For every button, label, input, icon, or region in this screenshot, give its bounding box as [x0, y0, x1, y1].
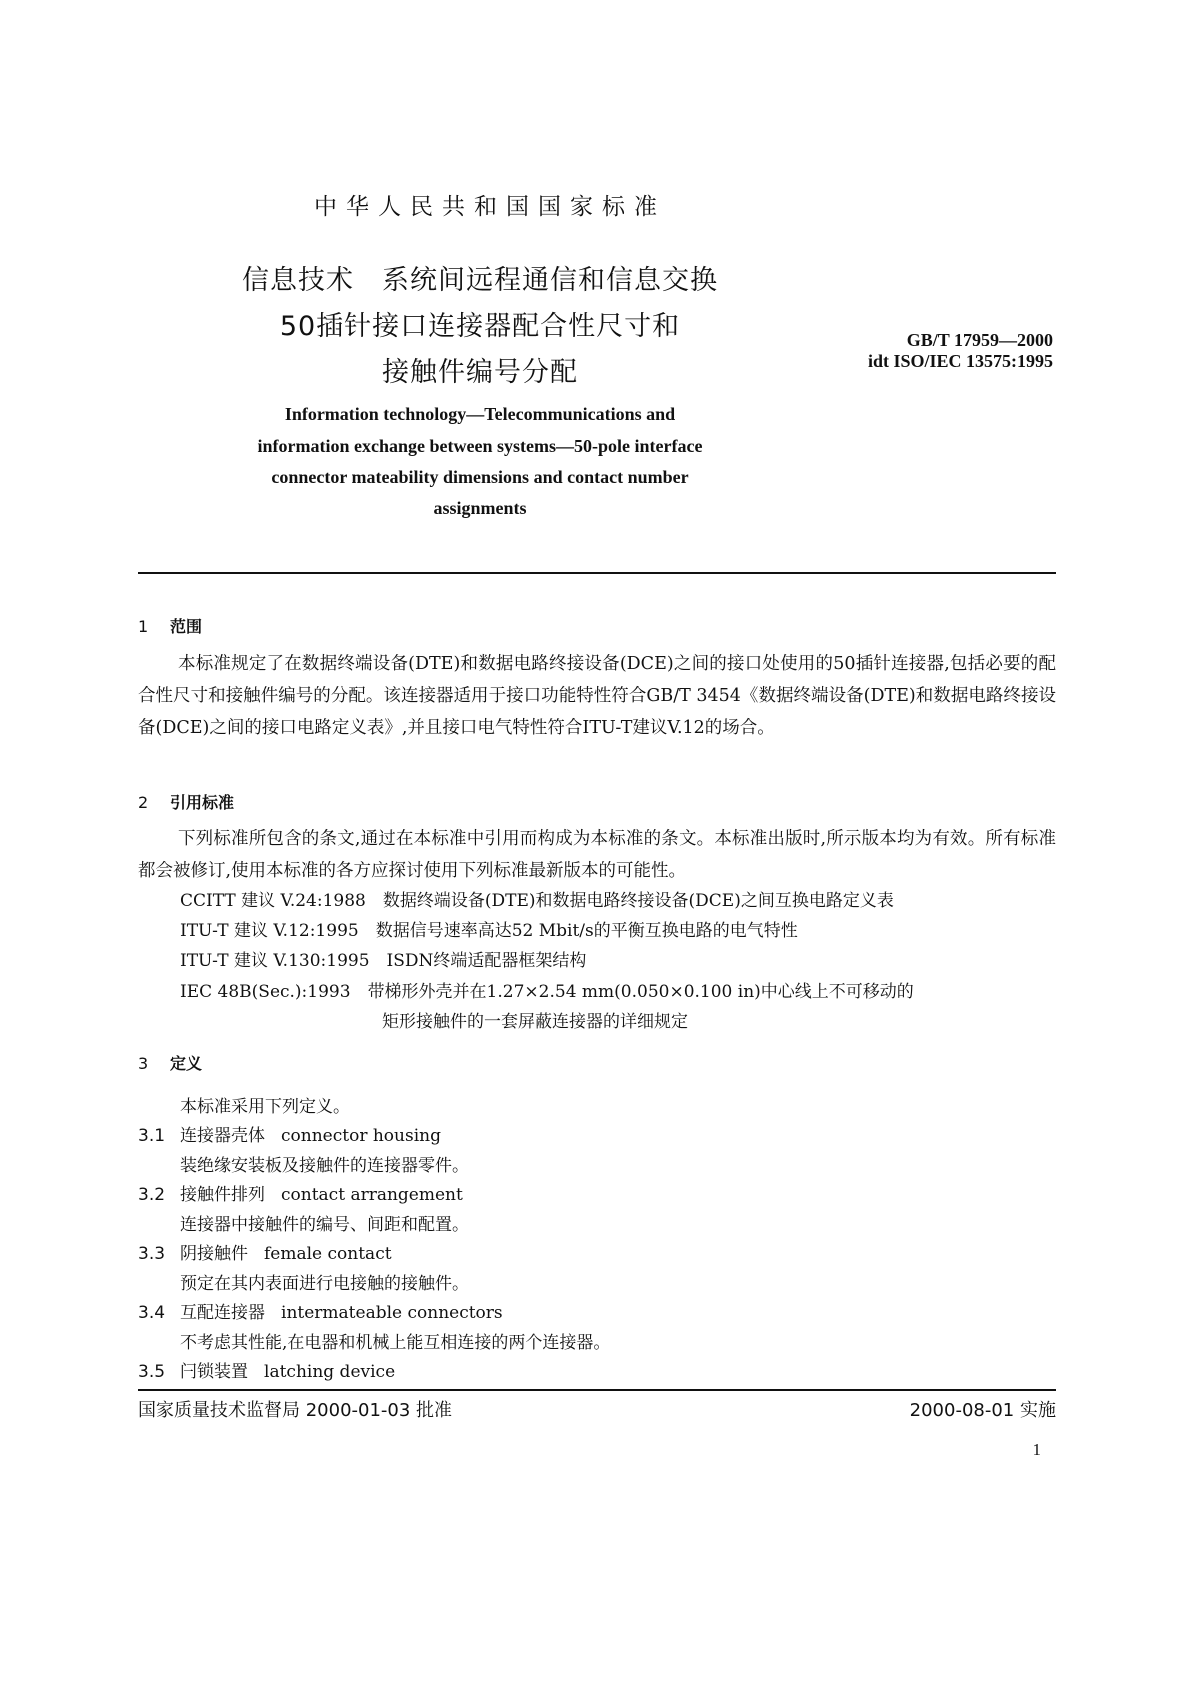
section-number: 1 — [138, 617, 149, 636]
implementation-date: 2000-08-01 实施 — [909, 1400, 1056, 1421]
reference-item — [180, 916, 798, 941]
section-title: 定义 — [170, 1054, 203, 1073]
section-1-heading — [138, 614, 202, 637]
definition-term-cn: 连接器壳体 — [180, 1126, 265, 1146]
definition-3-4 — [138, 1298, 503, 1323]
reference-code: ITU-T 建议 V.130:1995 — [180, 951, 370, 971]
definition-number: 3.5 — [138, 1362, 166, 1382]
definition-number: 3.4 — [138, 1303, 166, 1323]
definition-description: 预定在其内表面进行电接触的接触件。 — [180, 1274, 469, 1294]
definition-number: 3.2 — [138, 1185, 166, 1205]
reference-item — [180, 977, 914, 1002]
national-standard-heading: 中华人民共和国国家标准 — [314, 194, 666, 220]
title-en-line-1: Information technology—Telecommunications and — [284, 404, 676, 424]
reference-title: ISDN终端适配器框架结构 — [386, 951, 587, 971]
definition-description: 连接器中接触件的编号、间距和配置。 — [180, 1215, 469, 1235]
reference-title: 带梯形外壳并在1.27×2.54 mm(0.050×0.100 in)中心线上不可移动的 — [367, 982, 914, 1002]
footer-divider — [138, 1389, 1056, 1391]
reference-title: 数据信号速率高达52 Mbit/s的平衡互换电路的电气特性 — [375, 921, 798, 941]
standard-number: GB/T 17959—2000 — [906, 330, 1053, 350]
definition-3-5 — [138, 1357, 395, 1382]
paragraph: 下列标准所包含的条文,通过在本标准中引用而构成为本标准的条文。本标准出版时,所示版本均为有效。所有标准都会被修订,使用本标准的各方应探讨使用下列标准最新版本的可能性。 — [138, 829, 1056, 881]
definition-3-1 — [138, 1121, 441, 1146]
definition-term-cn: 阴接触件 — [180, 1244, 248, 1264]
paragraph: 本标准规定了在数据终端设备(DTE)和数据电路终接设备(DCE)之间的接口处使用的50插针连接器,包括必要的配合性尺寸和接触件编号的分配。该连接器适用于接口功能特性符合GB/T 3454《数据终端设备(DTE)和数据电路终接设备(DCE)之间的接口电路定义表》,并且接口电气特性符合ITU-T建议V.12的场合。 — [138, 654, 1056, 738]
reference-code: ITU-T 建议 V.12:1995 — [180, 921, 359, 941]
reference-title: 数据终端设备(DTE)和数据电路终接设备(DCE)之间互换电路定义表 — [382, 891, 894, 911]
definition-number: 3.1 — [138, 1126, 166, 1146]
definition-number: 3.3 — [138, 1244, 166, 1264]
title-cn-line-3: 接触件编号分配 — [382, 357, 578, 388]
page-number: 1 — [1032, 1440, 1041, 1459]
section-title: 范围 — [170, 617, 203, 636]
definition-term-en: contact arrangement — [281, 1185, 463, 1205]
definition-term-en: connector housing — [281, 1126, 441, 1146]
header-divider — [138, 572, 1056, 574]
definition-term-cn: 互配连接器 — [180, 1303, 265, 1323]
definition-term-cn: 闩锁装置 — [180, 1362, 248, 1382]
title-en-line-4: assignments — [433, 498, 527, 518]
title-en-line-2: information exchange between systems—50-pole interface — [257, 436, 703, 456]
reference-item — [180, 886, 894, 911]
section-3-intro: 本标准采用下列定义。 — [180, 1097, 350, 1117]
definition-description: 不考虑其性能,在电器和机械上能互相连接的两个连接器。 — [180, 1333, 611, 1353]
reference-item — [180, 946, 586, 971]
definition-term-cn: 接触件排列 — [180, 1185, 265, 1205]
section-3-heading — [138, 1051, 202, 1074]
section-number: 3 — [138, 1054, 149, 1073]
section-number: 2 — [138, 793, 149, 812]
approval-date: 国家质量技术监督局 2000-01-03 批准 — [138, 1400, 453, 1421]
definition-3-2 — [138, 1180, 463, 1205]
reference-code: CCITT 建议 V.24:1988 — [180, 891, 366, 911]
title-cn-line-1: 信息技术 系统间远程通信和信息交换 — [242, 265, 718, 296]
definition-3-3 — [138, 1239, 392, 1264]
definition-term-en: intermateable connectors — [281, 1303, 503, 1323]
definition-description: 装绝缘安装板及接触件的连接器零件。 — [180, 1156, 469, 1176]
definition-term-en: latching device — [264, 1362, 396, 1382]
title-en-line-3: connector mateability dimensions and contact number — [271, 467, 689, 487]
section-2-heading — [138, 790, 234, 813]
title-cn-line-2: 50插针接口连接器配合性尺寸和 — [279, 311, 681, 342]
section-title: 引用标准 — [170, 793, 235, 812]
standard-idt: idt ISO/IEC 13575:1995 — [867, 351, 1053, 371]
reference-code: IEC 48B(Sec.):1993 — [180, 982, 351, 1002]
reference-title-continued: 矩形接触件的一套屏蔽连接器的详细规定 — [382, 1012, 688, 1032]
definition-term-en: female contact — [264, 1244, 392, 1264]
section-2-body — [138, 823, 1056, 887]
section-1-body — [138, 648, 1056, 744]
